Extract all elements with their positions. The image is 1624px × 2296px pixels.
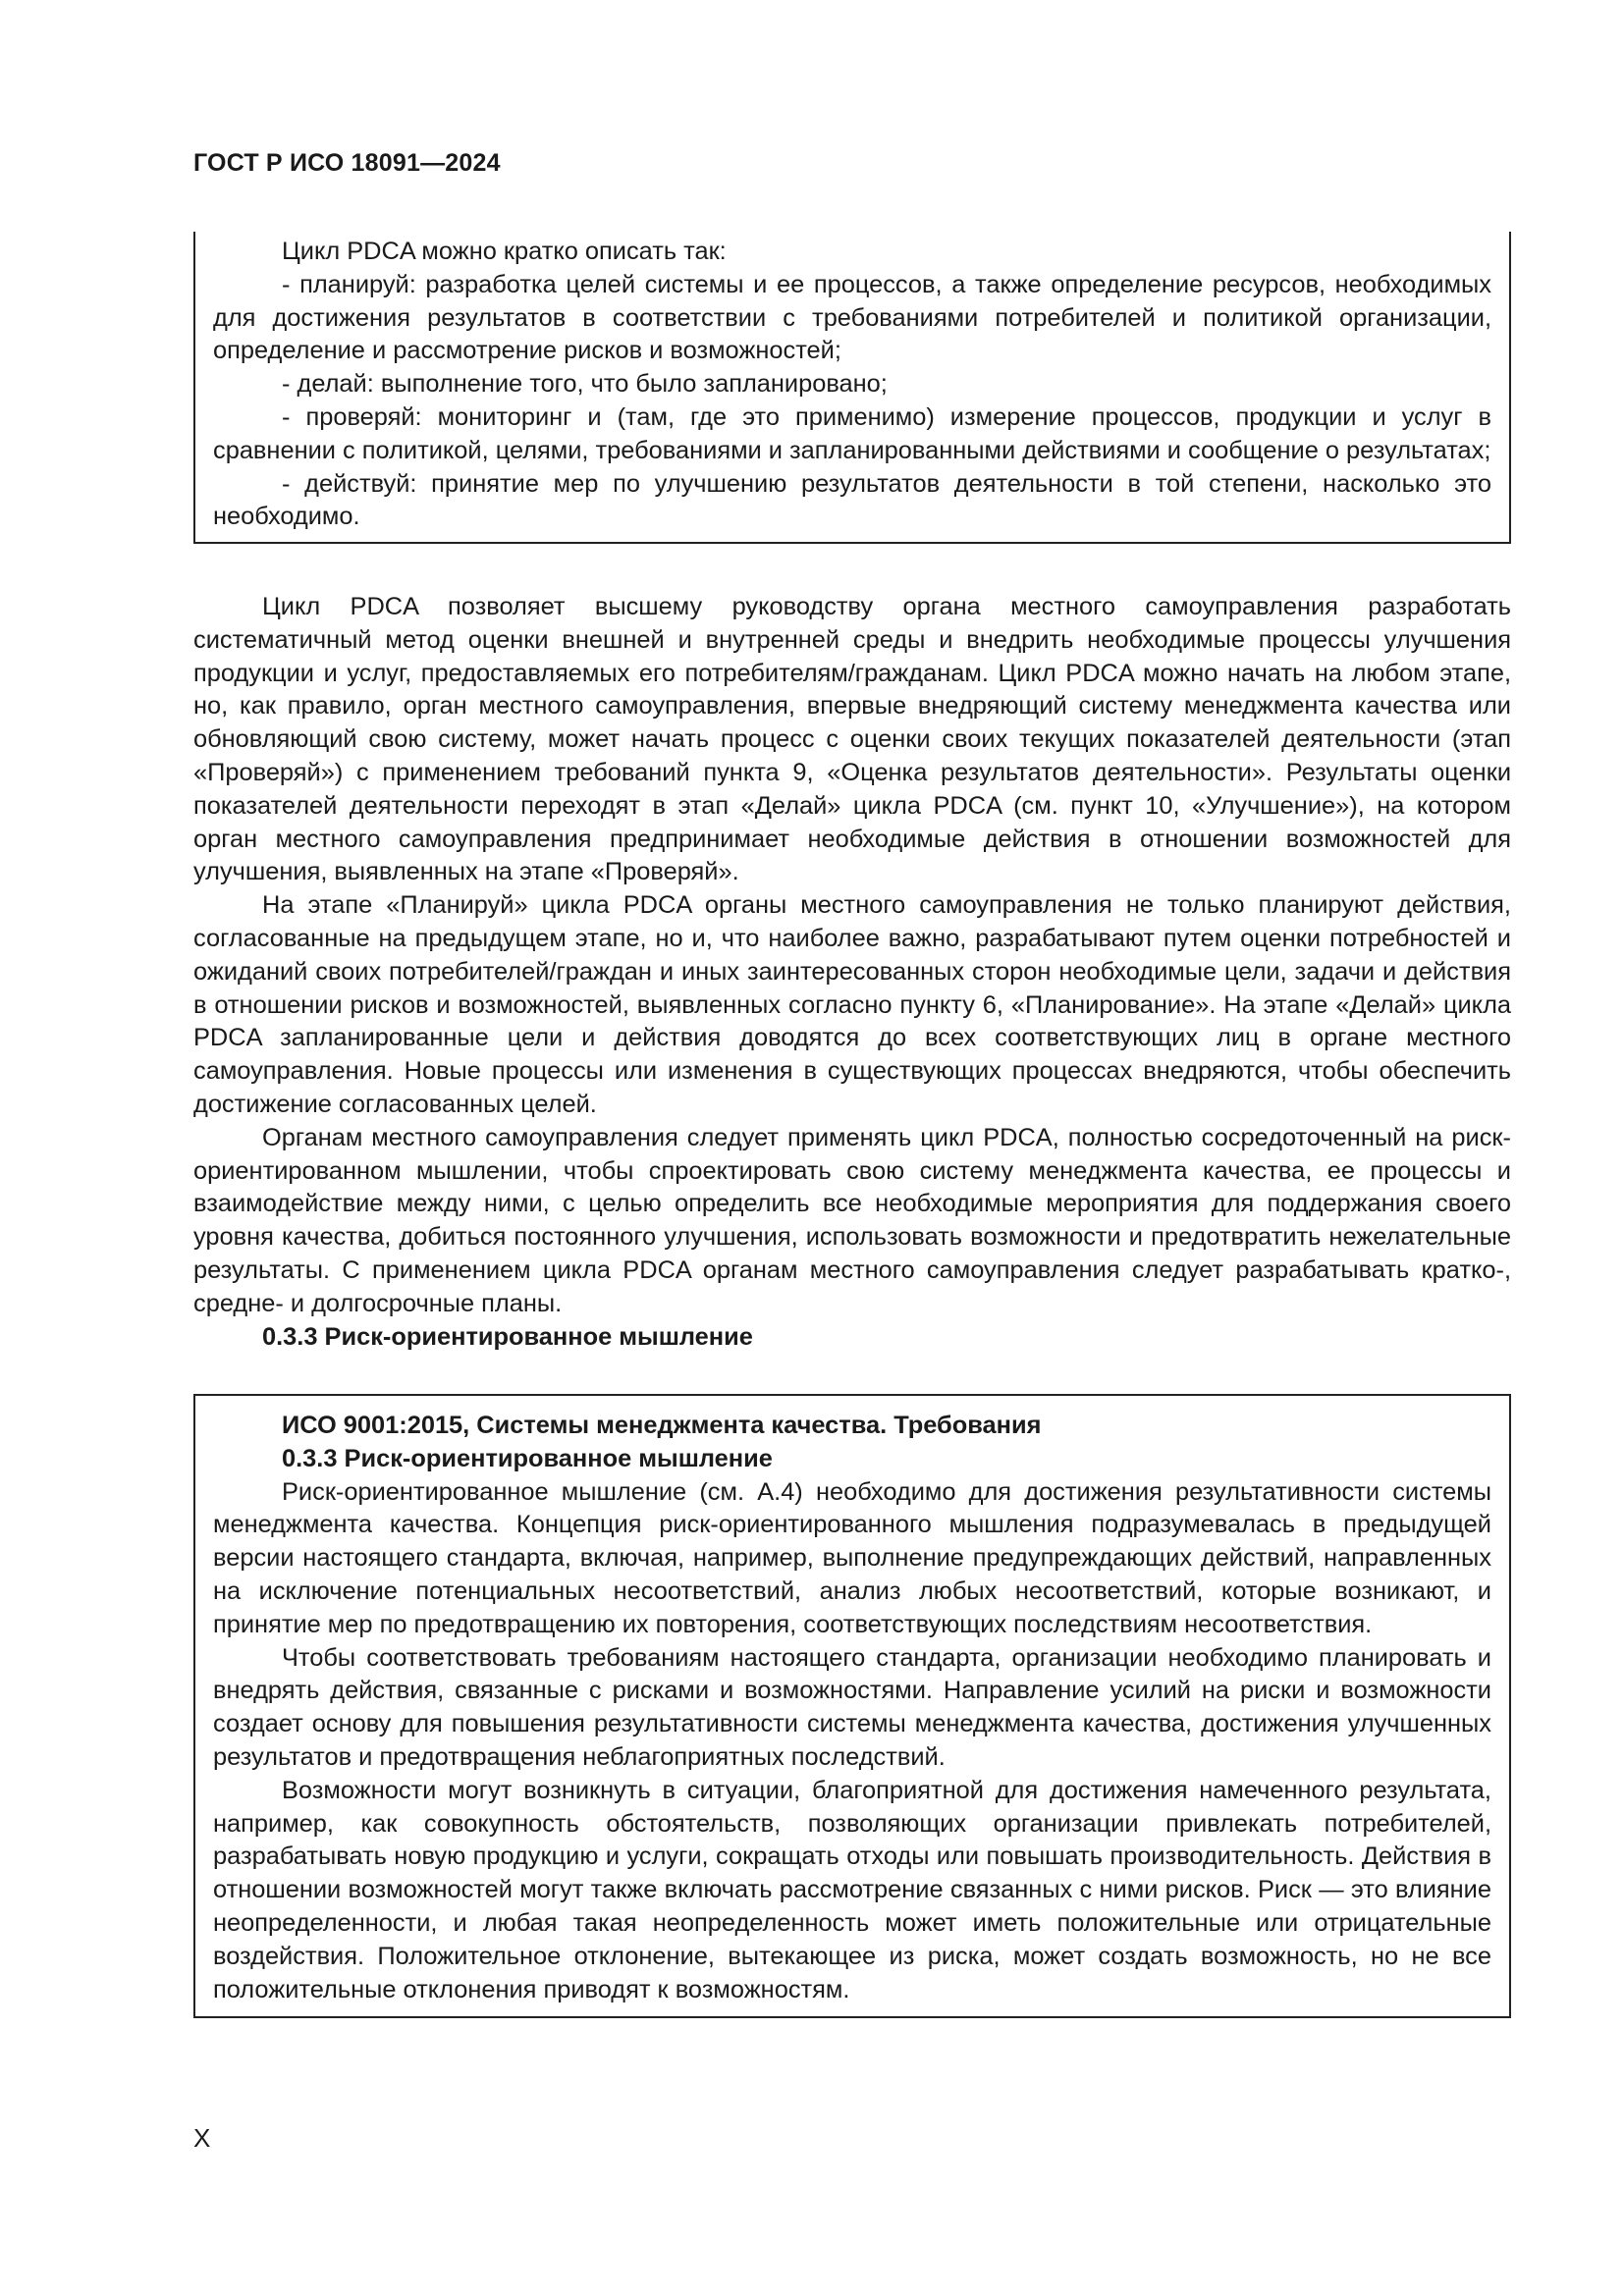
page-number: X [193,2123,211,2153]
main-paragraph-0: Цикл PDCA позволяет высшему руководству органа местного самоуправления разработать систематичный метод оценки внешней и внутренней среды и внедрить необходимые процессы улучшения продукции и услуг, предоставляемых его потребителям/гражданам. Цикл PDCA можно начать на любом этапе, но, как правило, орган местного самоуправления, впервые внедряющий систему менеджмента качества или обновляющий свою систему, может начать процесс с оценки своих текущих показателей деятельности (этап «Проверяй») с применением требований пункта 9, «Оценка результатов деятельности». Результаты оценки показателей деятельности переходят в этап «Делай» цикла PDCA (см. пункт 10, «Улучшение»), на котором орган местного самоуправления предпринимает необходимые действия в отношении возможностей для улучшения, выявленных на этапе «Проверяй». [193,593,1511,886]
box1-paragraph-2: - делай: выполнение того, что было запланировано; [282,370,888,399]
box2-paragraph-1: Чтобы соответствовать требованиям настоящего стандарта, организации необходимо планировать и внедрять действия, связанные с рисками и возможностями. Направление усилий на риски и возможности создает основу для повышения результативности системы менеджмента качества, достижения улучшенных результатов и предотвращения неблагоприятных последствий. [213,1643,1491,1771]
iso-quote-box [193,1394,1511,2018]
quote-box-subtitle: 0.3.3 Риск-ориентированное мышление [282,1444,773,1472]
main-text [193,591,1511,1354]
box1-paragraph-1: - планируй: разработка целей системы и ее процессов, а также определение ресурсов, необходимых для достижения результатов в соответствии с требованиями потребителей и политикой организации, определение и рассмотрение рисков и возможностей; [213,270,1491,365]
section-heading: 0.3.3 Риск-ориентированное мышление [262,1322,753,1351]
box1-paragraph-0: Цикл PDCA можно кратко описать так: [282,238,727,265]
box2-paragraph-2: Возможности могут возникнуть в ситуации, благоприятной для достижения намеченного результата, например, как совокупность обстоятельств, позволяющих организации привлекать потребителей, разрабатывать новую продукцию и услуги, сокращать отходы или повышать производительность. Действия в отношении возможностей могут также включать рассмотрение связанных с ними рисков. Риск — это влияние неопределенности, и любая такая неопределенность может иметь положительные или отрицательные воздействия. Положительное отклонение, вытекающее из риска, может создать возможность, но не все положительные отклонения приводят к возможностям. [213,1776,1491,2003]
pdca-quote-box [193,232,1511,544]
main-paragraph-1: На этапе «Планируй» цикла PDCA органы местного самоуправления не только планируют действия, согласованные на предыдущем этапе, но и, что наиболее важно, разрабатывают путем оценки потребностей и ожиданий своих потребителей/граждан и иных заинтересованных сторон необходимые цели, задачи и действия в отношении рисков и возможностей, выявленных согласно пункту 6, «Планирование». На этапе «Делай» цикла PDCA запланированные цели и действия доводятся до всех соответствующих лиц в органе местного самоуправления. Новые процессы или изменения в существующих процессах внедряются, чтобы обеспечить достижение согласованных целей. [193,891,1511,1118]
running-header: ГОСТ Р ИСО 18091—2024 [193,149,501,177]
box2-paragraph-0: Риск-ориентированное мышление (см. А.4) необходимо для достижения результативности системы менеджмента качества. Концепция риск-ориентированного мышления подразумевалась в предыдущей версии настоящего стандарта, включая, например, выполнение предупреждающих действий, направленных на исключение потенциальных несоответствий, анализ любых несоответствий, которые возникают, и принятие мер по предотвращению их повторения, соответствующих последствиям несоответствия. [213,1477,1491,1638]
box1-paragraph-4: - действуй: принятие мер по улучшению результатов деятельности в той степени, насколько это необходимо. [213,469,1491,531]
quote-box-title: ИСО 9001:2015, Системы менеджмента качества. Требования [282,1412,1042,1439]
main-paragraph-2: Органам местного самоуправления следует применять цикл PDCA, полностью сосредоточенный на риск-ориентированном мышлении, чтобы спроектировать свою систему менеджмента качества, ее процессы и взаимодействие между ними, с целью определить все необходимые мероприятия для поддержания своего уровня качества, добиться постоянного улучшения, использовать возможности и предотвратить нежелательные результаты. С применением цикла PDCA органам местного самоуправления следует разрабатывать кратко-, средне- и долгосрочные планы. [193,1123,1511,1317]
box1-paragraph-3: - проверяй: мониторинг и (там, где это применимо) измерение процессов, продукции и услуг в сравнении с политикой, целями, требованиями и запланированными действиями и сообщение о результатах; [213,402,1491,464]
